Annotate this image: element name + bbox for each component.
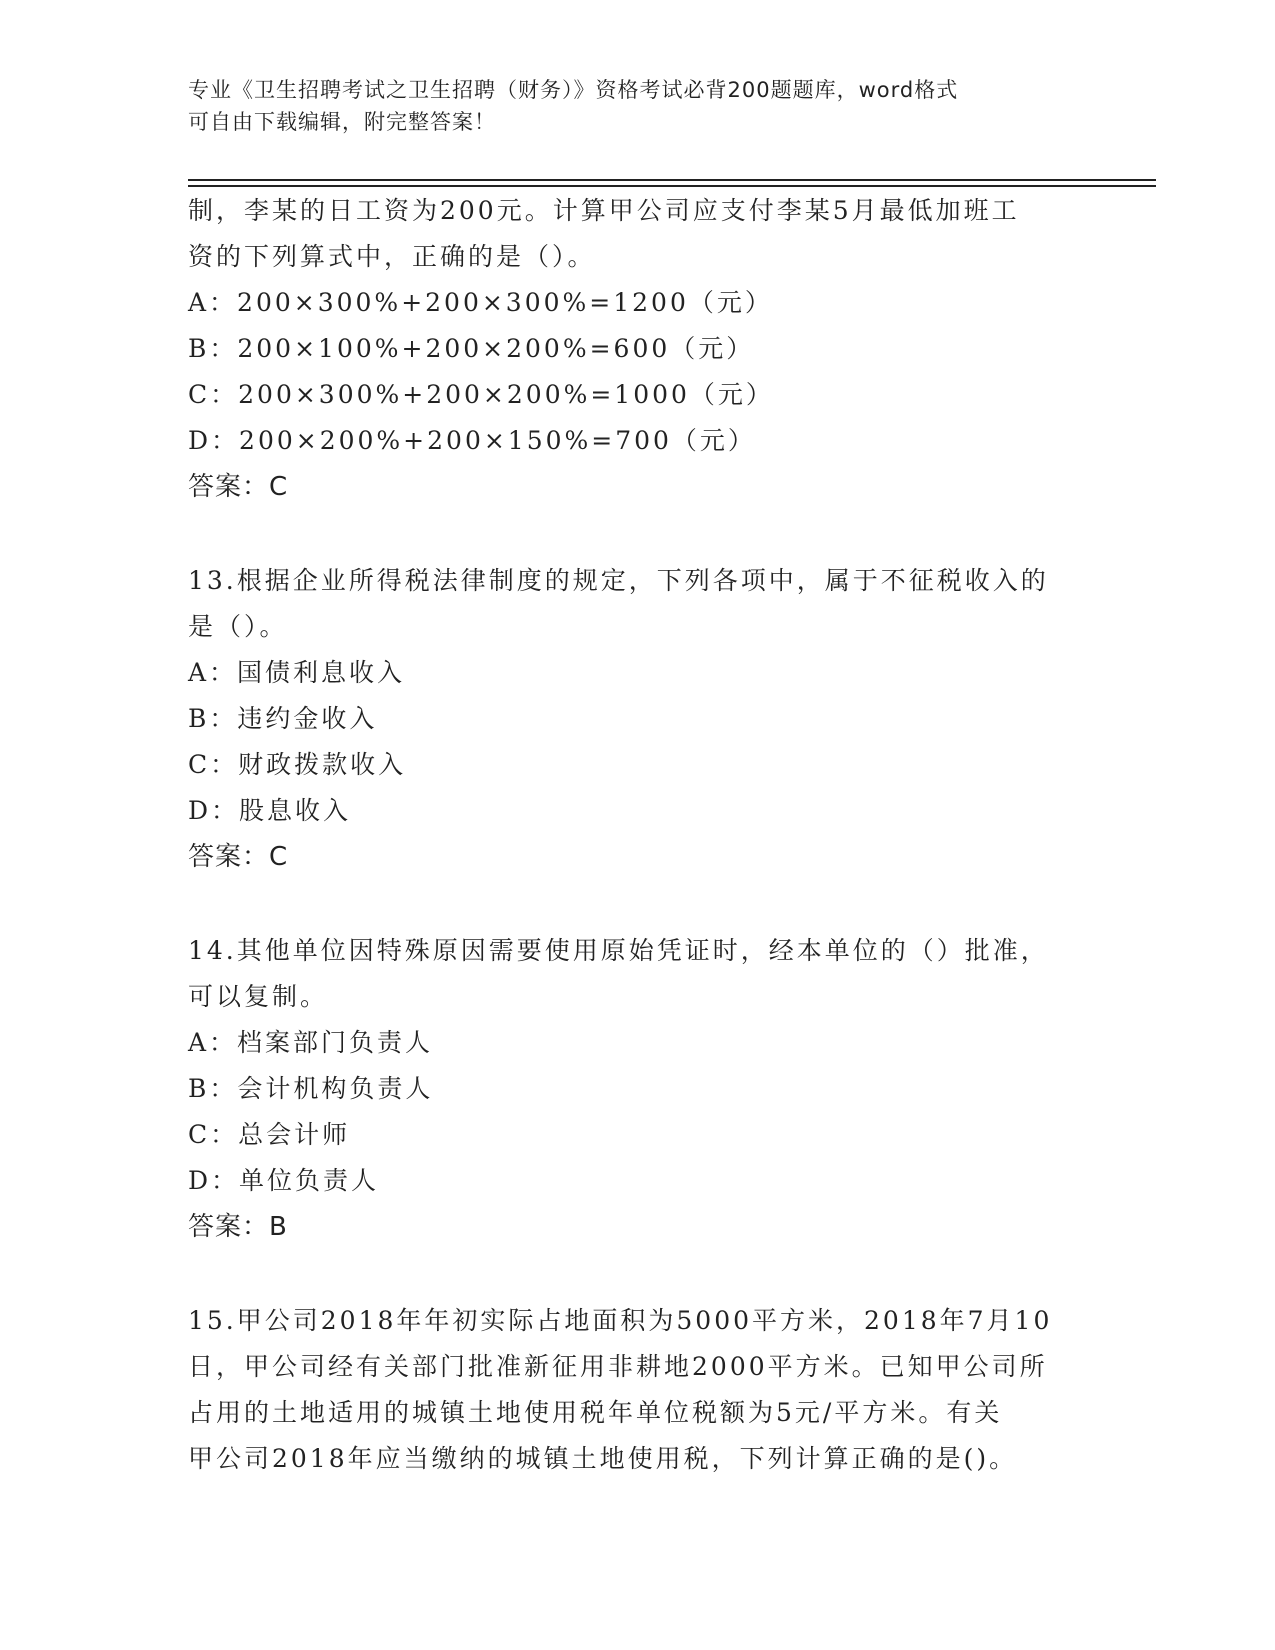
- answer-line: 答案：C: [188, 842, 289, 872]
- question-spacer: [188, 510, 1088, 558]
- question-15: [188, 1298, 1088, 1482]
- option-c: C：财政拨款收入: [188, 750, 407, 779]
- option-a: A：200×300%+200×300%=1200（元）: [188, 288, 773, 317]
- header-line-1: 专业《卫生招聘考试之卫生招聘（财务）》资格考试必背200题题库，word格式: [188, 78, 959, 102]
- question-spacer: [188, 1250, 1088, 1298]
- question-spacer: [188, 880, 1088, 928]
- option-b: B：会计机构负责人: [188, 1074, 434, 1103]
- option-b: B：违约金收入: [188, 704, 378, 733]
- option-c: C：总会计师: [188, 1120, 351, 1149]
- option-a: A：国债利息收入: [188, 658, 406, 687]
- header-line-2: 可自由下载编辑，附完整答案！: [188, 110, 496, 134]
- option-b: B：200×100%+200×200%=600（元）: [188, 334, 755, 363]
- question-stem-line: 是（）。: [188, 612, 288, 641]
- question-stem-line: 占用的土地适用的城镇土地使用税年单位税额为5元/平方米。有关: [188, 1398, 1003, 1427]
- answer-line: 答案：C: [188, 472, 289, 502]
- document-header: [188, 74, 1068, 138]
- option-c: C：200×300%+200×200%=1000（元）: [188, 380, 774, 409]
- option-a: A：档案部门负责人: [188, 1028, 434, 1057]
- question-stem-line: 制，李某的日工资为200元。计算甲公司应支付李某5月最低加班工: [188, 196, 1020, 225]
- option-d: D：股息收入: [188, 796, 352, 825]
- question-stem-line: 可以复制。: [188, 982, 329, 1011]
- question-14: [188, 928, 1088, 1250]
- document-body: [188, 188, 1088, 1482]
- question-stem-line: 日，甲公司经有关部门批准新征用非耕地2000平方米。已知甲公司所: [188, 1352, 1048, 1381]
- question-stem-line: 甲公司2018年应当缴纳的城镇土地使用税，下列计算正确的是()。: [188, 1444, 1018, 1473]
- question-stem-line: 资的下列算式中，正确的是（）。: [188, 242, 596, 271]
- question-stem-line: 13.根据企业所得税法律制度的规定，下列各项中，属于不征税收入的: [188, 566, 1049, 595]
- header-rule-bottom: [188, 185, 1156, 187]
- question-13: [188, 558, 1088, 880]
- option-d: D：200×200%+200×150%=700（元）: [188, 426, 756, 455]
- header-rule-top: [188, 179, 1156, 181]
- question-stem-line: 15.甲公司2018年年初实际占地面积为5000平方米，2018年7月10: [188, 1306, 1053, 1335]
- question-stem-line: 14.其他单位因特殊原因需要使用原始凭证时，经本单位的（）批准，: [188, 936, 1049, 965]
- question-12: [188, 188, 1088, 510]
- option-d: D：单位负责人: [188, 1166, 380, 1195]
- answer-line: 答案：B: [188, 1212, 288, 1242]
